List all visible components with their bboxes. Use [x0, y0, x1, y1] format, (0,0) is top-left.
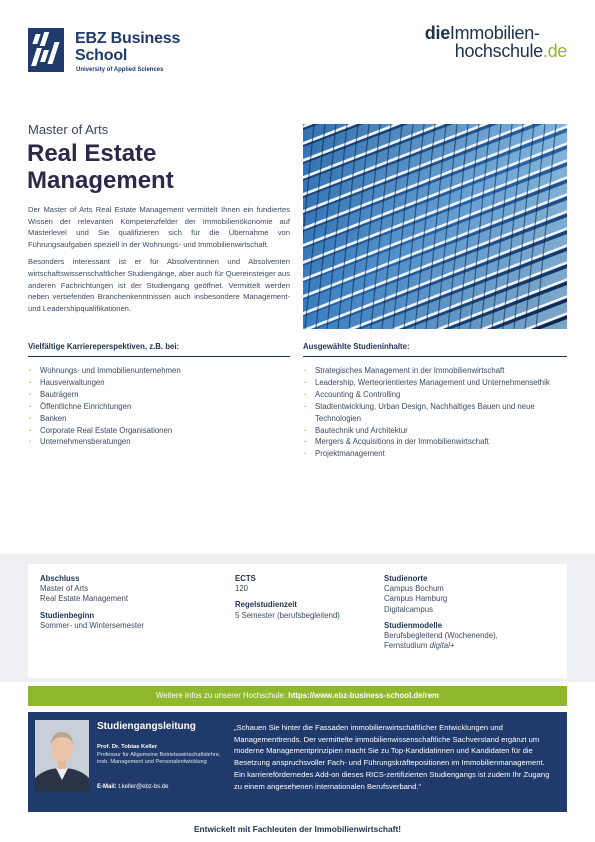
website-link-prefix: Weitere Infos zu unserer Hochschule:: [156, 691, 289, 700]
studienbeginn-value: Sommer- und Wintersemester: [40, 620, 144, 630]
bullet-icon: ·: [29, 401, 32, 411]
list-item-text: Leadership, Werteorientiertes Management und Unternehmensethik: [315, 377, 550, 387]
contact-role: Professur für Allgemeine Betriebswirtschaftslehre, insb. Management und Personalentwicklung: [97, 752, 221, 765]
degree-label: Master of Arts: [28, 122, 109, 137]
list-item: [28, 413, 290, 425]
bullet-icon: ·: [29, 437, 32, 447]
contact-box: [28, 712, 567, 812]
studienmodelle-label: Studienmodelle: [384, 620, 443, 630]
studienmodelle-line2-prefix: Fernstudium: [384, 641, 430, 651]
bullet-icon: ·: [304, 377, 307, 387]
studienorte-label: Studienorte: [384, 574, 428, 583]
ebz-title-line2: School: [75, 47, 128, 64]
contact-email: [97, 784, 168, 790]
studienort-item: Campus Bochum: [384, 584, 444, 594]
ebz-logo-subtitle: University of Applied Sciences: [76, 67, 164, 73]
list-item: [28, 377, 290, 389]
contents-heading: Ausgewählte Studieninhalte:: [303, 342, 567, 357]
list-item: [28, 436, 290, 448]
contact-name: Prof. Dr. Tobias Keller: [97, 744, 158, 750]
bullet-icon: ·: [304, 401, 307, 411]
partner-logo-tld: .de: [542, 41, 567, 61]
list-item-text: Öffentlichne Einrichtungen: [40, 401, 132, 411]
list-item: [303, 365, 567, 377]
list-item: [28, 389, 290, 401]
bullet-icon: ·: [304, 449, 307, 459]
bullet-icon: ·: [29, 366, 32, 375]
bullet-icon: ·: [304, 437, 307, 447]
facts-col-1: [40, 574, 220, 631]
studienbeginn-label: Studienbeginn: [40, 610, 95, 620]
website-link[interactable]: https://www.ebz-business-school.de/rem: [288, 691, 439, 700]
careers-heading: Vielfältige Karriereperspektiven, z.B. bei:: [28, 342, 290, 357]
facts-col-2: [235, 574, 375, 621]
studienort-item: Campus Hamburg: [384, 594, 448, 604]
immobilienhochschule-logo: [425, 24, 567, 60]
partner-logo-bold: die: [424, 23, 450, 43]
list-item-text: Unternehmensberatungen: [40, 437, 131, 447]
bullet-icon: ·: [29, 413, 32, 423]
digital-plus-label: digital+: [429, 641, 455, 651]
bullet-icon: ·: [29, 425, 32, 435]
facts-col-3: [384, 574, 559, 651]
regelstudienzeit-value: 5 Semester (berufsbegleitend): [235, 610, 340, 620]
ebz-title-line1: EBZ Business: [75, 30, 181, 47]
page-title-line2: Management: [27, 167, 174, 194]
list-item: [303, 389, 567, 401]
list-item: [28, 425, 290, 437]
website-link-bar: [28, 686, 567, 706]
contact-quote: „Schauen Sie hinter die Fassaden immobilienwirtschaftlicher Entwicklungen und Managementtrends. Der vermittelte immobilienwissenschaftliche Sachverstand ergänzt um moderne Managementprinzipien macht Sie zu Top-Kandidatinnen und Kandidaten für die Besetzung anspruchsvoller Fach- und Führungskräftepositionen im Immobilienmanagement. Ein karrierefördernedes Add-on dieses RICS-zertifizierten Studiengangs ist zudem Ihr Zugang zu einem angesehenen internationalen Berufsverband.“: [234, 723, 550, 791]
ects-label: ECTS: [235, 574, 256, 583]
bullet-icon: ·: [304, 425, 307, 435]
regelstudienzeit-label: Regelstudienzeit: [235, 600, 297, 610]
building-facade-image: [303, 124, 567, 329]
intro-text: [28, 204, 290, 314]
page-title: [27, 140, 174, 194]
list-item-text: Strategisches Management in der Immobilienwirtschaft: [315, 366, 505, 375]
list-item: [28, 365, 290, 377]
list-item-text: Projektmanagement: [315, 449, 385, 459]
contact-heading: Studiengangsleitung: [97, 721, 196, 732]
bullet-icon: ·: [29, 377, 32, 387]
contact-email-label: E-Mail:: [97, 784, 117, 790]
list-item-text: Mergers & Acquisitions in der Immobilienwirtschaft: [315, 437, 489, 447]
abschluss-line1: Master of Arts: [40, 584, 89, 594]
list-item-text: Stadtentwicklung, Urban Design, Nachhaltiges Bauen und neue Technologien: [315, 401, 535, 423]
intro-paragraph-2: Besonders interessant ist er für Absolventinnen und Absolventen wirtschaftswissenschaftlicher Studiengänge, aber auch für Quereinsteiger aus anderen Fachrichtungen ist der Studiengang geöffnet. Vermittelt werden neben vertiefenden Branchenkenntnissen auch insbesondere Management- und Leadershipqualifikationen.: [28, 257, 290, 313]
list-item: [303, 436, 567, 448]
studienmodelle-line2: [384, 641, 559, 651]
studienort-item: Digitalcampus: [384, 604, 433, 614]
studienmodelle-line1: Berufsbegleitend (Wochenende),: [384, 631, 498, 641]
list-item-text: Hausverwaltungen: [40, 377, 105, 387]
ebz-logo-mark: [28, 28, 64, 72]
bullet-icon: ·: [29, 389, 32, 399]
list-item: [303, 377, 567, 389]
list-item: [28, 401, 290, 413]
list-item-text: Corporate Real Estate Organisationen: [40, 425, 173, 435]
page-title-line1: Real Estate: [27, 140, 157, 167]
partner-logo-line1: Immobilien-: [449, 23, 540, 43]
contact-email-address[interactable]: t.keller@ebz-bs.de: [118, 784, 169, 790]
footer-tagline: Entwickelt mit Fachleuten der Immobilienwirtschaft!: [193, 824, 402, 834]
bullet-icon: ·: [304, 366, 307, 375]
careers-list: [28, 365, 290, 448]
partner-logo-line2: hochschule: [454, 41, 543, 61]
contents-list: [303, 365, 567, 460]
list-item: [303, 401, 567, 425]
list-item-text: Wohnungs- und Immobilienunternehmen: [40, 366, 181, 375]
professor-portrait: [35, 720, 89, 792]
list-item-text: Bautechnik und Architektur: [315, 425, 408, 435]
intro-paragraph-1: Der Master of Arts Real Estate Management vermittelt Ihnen ein fundiertes Wissen der relevanten Kompetenzfelder der Immobilienökonomie auf Masterlevel und Sie qualifizieren sich für die Übernahme von Führungsaufgaben speziell in der Wohnungs- und Immobilienwirtschaft.: [28, 205, 290, 249]
abschluss-label: Abschluss: [40, 574, 80, 583]
list-item-text: Bauträgern: [40, 389, 79, 399]
ects-value: 120: [235, 584, 249, 594]
list-item-text: Accounting & Controlling: [315, 389, 401, 399]
list-item: [303, 448, 567, 460]
ebz-logo-title: [75, 30, 180, 64]
list-item: [303, 425, 567, 437]
facts-box: [28, 564, 567, 678]
abschluss-line2: Real Estate Management: [40, 594, 128, 604]
list-item-text: Banken: [40, 413, 67, 423]
bullet-icon: ·: [304, 389, 307, 399]
header: [0, 0, 595, 96]
